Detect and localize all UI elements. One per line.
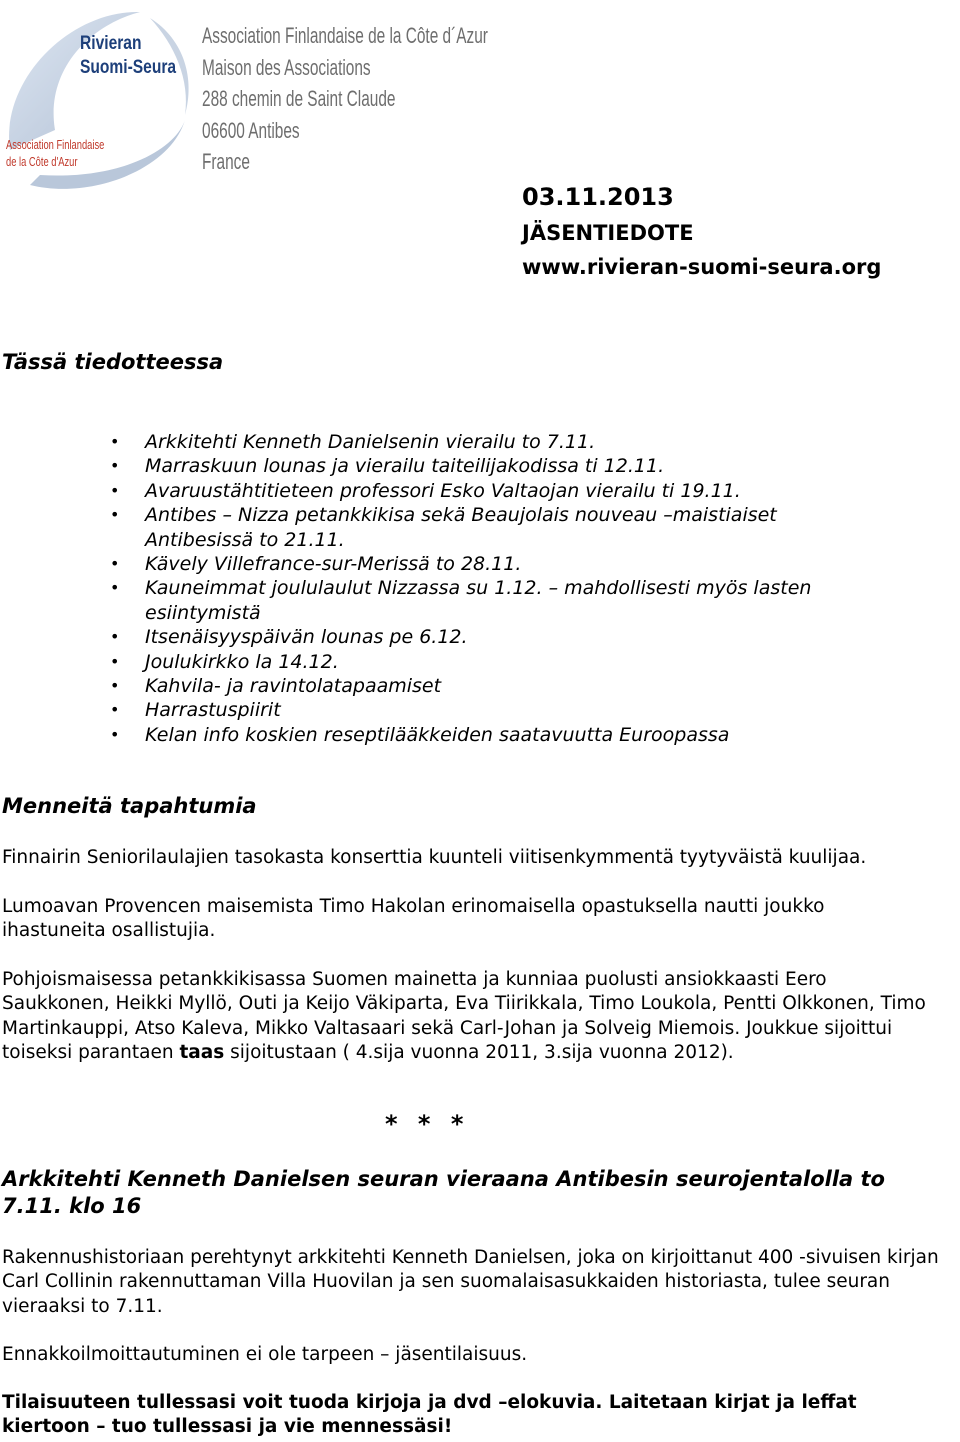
website-link[interactable]: www.rivieran-suomi-seura.org	[522, 255, 882, 279]
logo-name-line1: Rivieran	[80, 33, 142, 54]
address-line: 06600 Antibes	[202, 117, 300, 143]
event-heading: Arkkitehti Kenneth Danielsen seuran vieraana Antibesin seurojentalolla to 7.11. klo 16	[2, 1167, 885, 1218]
past-paragraph-1: Finnairin Seniorilaulajien tasokasta konserttia kuunteli viitisenkymmentä tyytyväistä kuulijaa.	[2, 847, 867, 868]
toc-item: • Antibes – Nizza petankkikisa sekä Beaujolais nouveau –maistiaiset Antibesissä to 21.11.	[110, 503, 890, 552]
toc-item: • Kahvila- ja ravintolatapaamiset	[110, 674, 890, 698]
logo-name	[80, 32, 176, 80]
toc-heading: Tässä tiedotteessa	[2, 350, 224, 374]
toc-item: • Kävely Villefrance-sur-Merissä to 28.11.	[110, 552, 890, 576]
address-line: 288 chemin de Saint Claude	[202, 86, 396, 111]
address-line: Maison des Associations	[202, 54, 371, 80]
logo-assoc-line1: Association Finlandaise	[6, 137, 105, 152]
event-paragraph-2: Ennakkoilmoittautuminen ei ole tarpeen – jäsentilaisuus.	[2, 1344, 528, 1365]
logo-name-line2: Suomi-Seura	[80, 57, 177, 78]
past-events-heading: Menneitä tapahtumia	[2, 794, 257, 818]
toc-list	[110, 430, 890, 747]
logo-swoosh-icon	[0, 0, 200, 205]
logo-assoc-line2: de la Côte d'Azur	[6, 154, 78, 169]
toc-item: • Avaruustähtitieteen professori Esko Valtaojan vierailu ti 19.11.	[110, 479, 890, 503]
toc-item: • Kauneimmat joululaulut Nizzassa su 1.12. – mahdollisesti myös lasten esiintymistä	[110, 576, 890, 625]
address-block	[202, 20, 488, 178]
bulletin-date: 03.11.2013	[522, 183, 674, 211]
bulletin-title: JÄSENTIEDOTE	[522, 221, 694, 245]
section-separator: * * *	[385, 1110, 470, 1138]
toc-item: • Joulukirkko la 14.12.	[110, 650, 890, 674]
event-paragraph-1: Rakennushistoriaan perehtynyt arkkitehti Kenneth Danielsen, joka on kirjoittanut 400 -sivuisen kirjan Carl Collinin rakennuttaman Villa Huovilan ja sen suomalaisasukkaiden historiasta, tulee seuran vieraaksi to 7.11.	[2, 1247, 939, 1317]
association-logo	[0, 0, 488, 205]
past-paragraph-3-text-end: sijoitustaan ( 4.sija vuonna 2011, 3.sija vuonna 2012).	[224, 1042, 734, 1064]
address-line: France	[202, 149, 250, 174]
toc-item: • Arkkitehti Kenneth Danielsenin vierailu to 7.11.	[110, 430, 890, 454]
past-paragraph-3-emphasis: taas	[179, 1042, 225, 1064]
event-paragraph-3: Tilaisuuteen tullessasi voit tuoda kirjoja ja dvd –elokuvia. Laitetaan kirjat ja leffat kiertoon – tuo tullessasi ja vie mennessäsi!	[2, 1392, 857, 1438]
toc-item: • Kelan info koskien reseptilääkkeiden saatavuutta Euroopassa	[110, 723, 890, 747]
toc-item: • Marraskuun lounas ja vierailu taiteilijakodissa ti 12.11.	[110, 454, 890, 478]
address-line: Association Finlandaise de la Côte d´Azur	[202, 23, 488, 48]
toc-item: • Harrastuspiirit	[110, 698, 890, 722]
past-paragraph-3-text: Pohjoismaisessa petankkikisassa Suomen mainetta ja kunniaa puolusti ansiokkaasti Eero Saukkonen, Heikki Myllö, Outi ja Keijo Väkiparta, Eva Tiirikkala, Timo Loukola, Pentti Olkkonen, Timo Martinkauppi, Atso Kaleva, Mikko Valtasaari sekä Carl-Johan ja Solveig Miemois. Joukkue sijoittui toiseksi parantaen	[2, 969, 926, 1064]
past-paragraph-2: Lumoavan Provencen maisemista Timo Hakolan erinomaisella opastuksella nautti joukko ihastuneita osallistujia.	[2, 896, 825, 942]
toc-item: • Itsenäisyyspäivän lounas pe 6.12.	[110, 625, 890, 649]
bulletin-header	[522, 182, 881, 284]
logo-assoc	[6, 136, 104, 170]
past-paragraph-3	[2, 968, 932, 1066]
